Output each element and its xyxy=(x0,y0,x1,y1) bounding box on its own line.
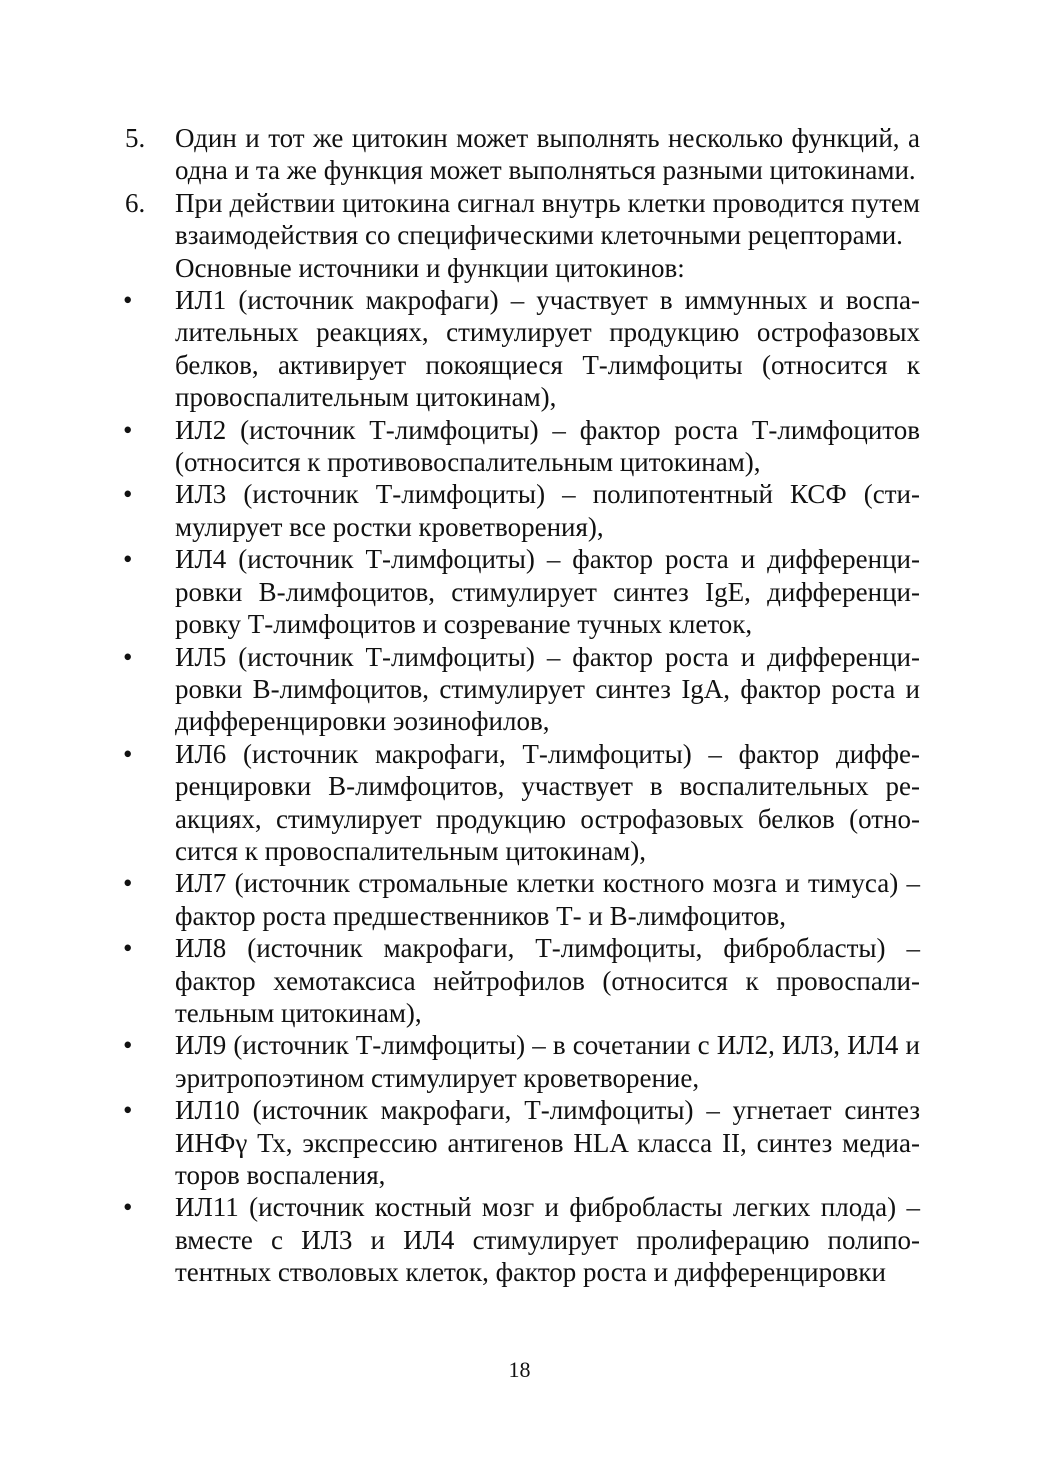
page-body xyxy=(120,122,920,1289)
list-item-text: ИЛ1 (источник макрофаги) – участвует в иммунных и воспалительных реакциях, стимулирует продукцию острофазовых белков, активирует покоящиеся Т-лимфоциты (относится к провоспалительным цитокинам), xyxy=(175,285,920,413)
bullet-marker: • xyxy=(123,868,133,899)
bullet-item-il11 xyxy=(120,1191,920,1288)
bullet-marker: • xyxy=(123,544,133,575)
bullet-marker: • xyxy=(123,641,133,672)
bullet-marker: • xyxy=(123,1095,133,1126)
list-number: 5. xyxy=(125,123,146,153)
bullet-marker: • xyxy=(123,1192,133,1223)
bullet-item-il5 xyxy=(120,641,920,738)
list-number: 6. xyxy=(125,187,146,218)
bullet-item-il9 xyxy=(120,1029,920,1094)
list-item-text: ИЛ5 (источник Т-лимфоциты) – фактор роста и дифференцировки В-лимфоцитов, стимулирует синтез IgA, фактор роста и дифференцировки эозинофилов, xyxy=(175,641,920,737)
bullet-item-il8 xyxy=(120,932,920,1029)
bullet-marker: • xyxy=(123,1030,133,1061)
list-item-text: ИЛ6 (источник макрофаги, Т-лимфоциты) – фактор дифференцировки В-лимфоцитов, участвует в воспалительных реакциях, стимулирует продукцию острофазовых белков (относится к провоспалительным цитокинам), xyxy=(175,738,920,866)
bullet-item-il2 xyxy=(120,414,920,479)
list-item-text: ИЛ4 (источник Т-лимфоциты) – фактор роста и дифференцировки В-лимфоцитов, стимулирует синтез IgE, дифференцировку Т-лимфоцитов и созревание тучных клеток, xyxy=(175,544,920,640)
list-item-text: Один и тот же цитокин может выполнять несколько функций, а одна и та же функция может выполняться разными цитокинами. xyxy=(175,123,920,186)
bullet-marker: • xyxy=(123,479,133,510)
page-number: 18 xyxy=(508,1357,531,1382)
bullet-item-il10 xyxy=(120,1094,920,1191)
bullet-marker: • xyxy=(123,414,133,445)
list-item-text: ИЛ8 (источник макрофаги, Т-лимфоциты, фибробласты) – фактор хемотаксиса нейтрофилов (относится к провоспалительным цитокинам), xyxy=(175,933,920,1028)
list-item-text: ИЛ3 (источник Т-лимфоциты) – полипотентный КСФ (стимулирует все ростки кроветворения), xyxy=(175,479,920,542)
list-item-text: ИЛ10 (источник макрофаги, Т-лимфоциты) – угнетает синтез ИНФγ Тх, экспрессию антигенов HLA класса II, синтез медиаторов воспаления, xyxy=(175,1095,920,1190)
bullet-marker: • xyxy=(123,933,133,964)
section-intro: Основные источники и функции цитокинов: xyxy=(175,252,685,283)
bullet-item-il4 xyxy=(120,543,920,640)
bullet-item-il1 xyxy=(120,284,920,414)
list-item-text: ИЛ9 (источник Т-лимфоциты) – в сочетании с ИЛ2, ИЛ3, ИЛ4 и эритропоэтином стимулирует кроветворение, xyxy=(175,1030,920,1093)
list-item-text: ИЛ7 (источник стромальные клетки костного мозга и тимуса) – фактор роста предшественников Т- и В-лимфоцитов, xyxy=(175,868,920,931)
list-item-text: ИЛ2 (источник Т-лимфоциты) – фактор роста Т-лимфоцитов (относится к противовоспалительным цитокинам), xyxy=(175,414,920,478)
list-item-text: При действии цитокина сигнал внутрь клетки проводится путем взаимодействия со специфическими клеточными рецепторами. xyxy=(175,187,920,251)
bullet-item-il6 xyxy=(120,738,920,868)
list-item-text: ИЛ11 (источник костный мозг и фибробласты легких плода) – вместе с ИЛ3 и ИЛ4 стимулирует пролиферацию полипотентных стволовых клеток, фактор роста и дифференцировки xyxy=(175,1192,920,1288)
bullet-marker: • xyxy=(123,285,133,316)
numbered-item-5 xyxy=(120,122,920,187)
bullet-item-il7 xyxy=(120,867,920,932)
bullet-item-il3 xyxy=(120,478,920,543)
bullet-marker: • xyxy=(123,738,133,769)
numbered-item-6 xyxy=(120,187,920,252)
